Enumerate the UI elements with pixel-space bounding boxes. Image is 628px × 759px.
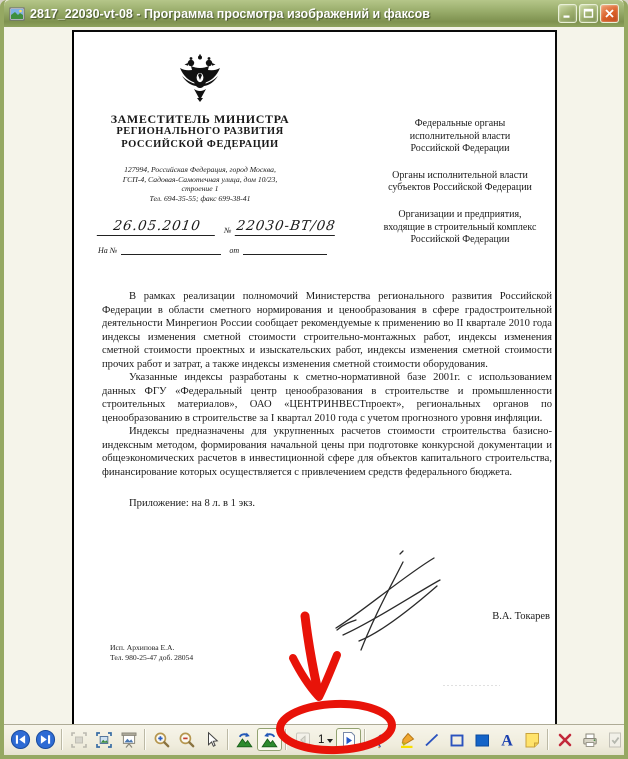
frame-annotation-button[interactable] <box>444 728 469 751</box>
previous-page-button[interactable] <box>290 728 315 751</box>
minimize-button[interactable] <box>558 4 577 23</box>
freehand-annotation-button[interactable] <box>369 728 394 751</box>
signer-name: В.А. Токарев <box>492 611 550 622</box>
paragraph: Указанные индексы разработаны к сметно-нормативной базе 2001г. с использованием данных ФГУ «Федеральный центр ценообразования в строительстве и промышленности строительных материалов», ОАО «ЦЕНТРИНВЕСТпроект», региональных органов по ценообразованию в строительстве за I квартал 2010 года с учетом прогнозного уровня инфляции. <box>102 372 552 424</box>
toolbar-separator <box>227 729 229 750</box>
maximize-button[interactable] <box>579 4 598 23</box>
letter-body <box>102 290 552 511</box>
sender-title-block <box>74 112 326 151</box>
next-page-button[interactable] <box>336 728 361 751</box>
sender-title-line: ЗАМЕСТИТЕЛЬ МИНИСТРА <box>110 112 290 126</box>
select-tool-button[interactable] <box>199 728 224 751</box>
zoom-out-button[interactable] <box>174 728 199 751</box>
image-viewing-area <box>4 27 624 724</box>
toolbar-separator <box>61 729 63 750</box>
titlebar[interactable] <box>4 0 624 27</box>
print-button[interactable] <box>577 728 602 751</box>
picture-viewer-app-icon <box>9 6 25 22</box>
reply-number-blank <box>121 246 221 255</box>
toolbar-separator <box>144 729 146 750</box>
number-sign: № <box>224 226 232 235</box>
paragraph: В рамках реализации полномочий Министерства регионального развития Российской Федерации в области сметного нормирования и ценообразования в сфере градостроительной деятельности Минрегион России сообщает рекомендуемые к применению во II квартале 2010 года индексы изменения сметной стоимости строительно-монтажных работ, индексы изменения сметной стоимости проектных и изыскательских работ, индексы изменения сметной стоимости прочих работ и затрат, а также индексы изменения сметной стоимости оборудования. <box>102 291 552 370</box>
toolbar-separator <box>547 729 549 750</box>
page-select[interactable] <box>315 729 336 750</box>
close-button[interactable] <box>600 4 619 23</box>
best-fit-button[interactable] <box>66 728 91 751</box>
toolbar-separator <box>285 729 287 750</box>
reply-from-label: от <box>229 246 240 255</box>
recipients-block <box>362 118 558 261</box>
executor-block: Исп. Архипова Е.А. Тел. 980-25-47 доб. 28054 <box>110 643 194 662</box>
sender-title-line: РЕГИОНАЛЬНОГО РАЗВИТИЯ <box>116 126 284 137</box>
handwritten-outgoing-number: 22030-ВТ/08 <box>234 218 337 234</box>
sender-title-line: РОССИЙСКОЙ ФЕДЕРАЦИИ <box>121 138 279 150</box>
highlight-annotation-button[interactable] <box>394 728 419 751</box>
attachment-line: Приложение: на 8 л. в 1 экз. <box>129 498 255 509</box>
reply-date-blank <box>243 246 327 255</box>
rotate-clockwise-button[interactable] <box>232 728 257 751</box>
solid-rectangle-annotation-button[interactable] <box>469 728 494 751</box>
zoom-in-button[interactable] <box>149 728 174 751</box>
paragraph: Индексы предназначены для укрупненных расчетов стоимости строительства базисно-индексным методом, формирования начальной цены при подготовке конкурсной документации и общеэкономических расчетов в инвестиционной сфере для объектов капитального строительства, финансирование которых осуществляется с привлечением средств федерального бюджета. <box>102 426 552 478</box>
scan-noise <box>442 684 500 688</box>
page-number: 1 <box>318 733 325 746</box>
handwritten-date: 26.05.2010 <box>97 218 218 236</box>
actual-size-button[interactable] <box>91 728 116 751</box>
reply-to-label: На № <box>98 246 118 255</box>
svg-text:A: A <box>501 732 513 749</box>
rotate-counterclockwise-button[interactable] <box>257 728 282 751</box>
previous-image-button[interactable] <box>8 728 33 751</box>
line-annotation-button[interactable] <box>419 728 444 751</box>
toolbar-separator <box>364 729 366 750</box>
next-image-button[interactable] <box>33 728 58 751</box>
registration-block <box>98 218 340 255</box>
chevron-down-icon <box>327 739 333 743</box>
viewer-toolbar <box>4 724 624 755</box>
delete-button[interactable] <box>552 728 577 751</box>
text-annotation-button[interactable] <box>494 728 519 751</box>
recipient: Федеральные органы исполнительной власти Российской Федерации <box>409 118 511 155</box>
note-annotation-button[interactable] <box>519 728 544 751</box>
recipient: Органы исполнительной власти субъектов Российской Федерации <box>388 169 532 194</box>
sender-address-block: 127994, Российская Федерация, город Москва, ГСП-4, Садовая-Самотечная улица, дом 10/23, строение 1 Тел. 694-35-55; факс 699-38-41 <box>122 165 278 203</box>
save-check-button[interactable] <box>602 728 627 751</box>
russia-coat-of-arms-icon <box>177 54 223 104</box>
window-title: 2817_22030-vt-08 - Программа просмотра изображений и факсов <box>30 6 430 21</box>
handwritten-signature <box>330 550 450 662</box>
slideshow-button[interactable] <box>116 728 141 751</box>
scanned-letter-page <box>72 30 557 724</box>
recipient: Организации и предприятия, входящие в строительный комплекс Российской Федерации <box>383 208 537 246</box>
